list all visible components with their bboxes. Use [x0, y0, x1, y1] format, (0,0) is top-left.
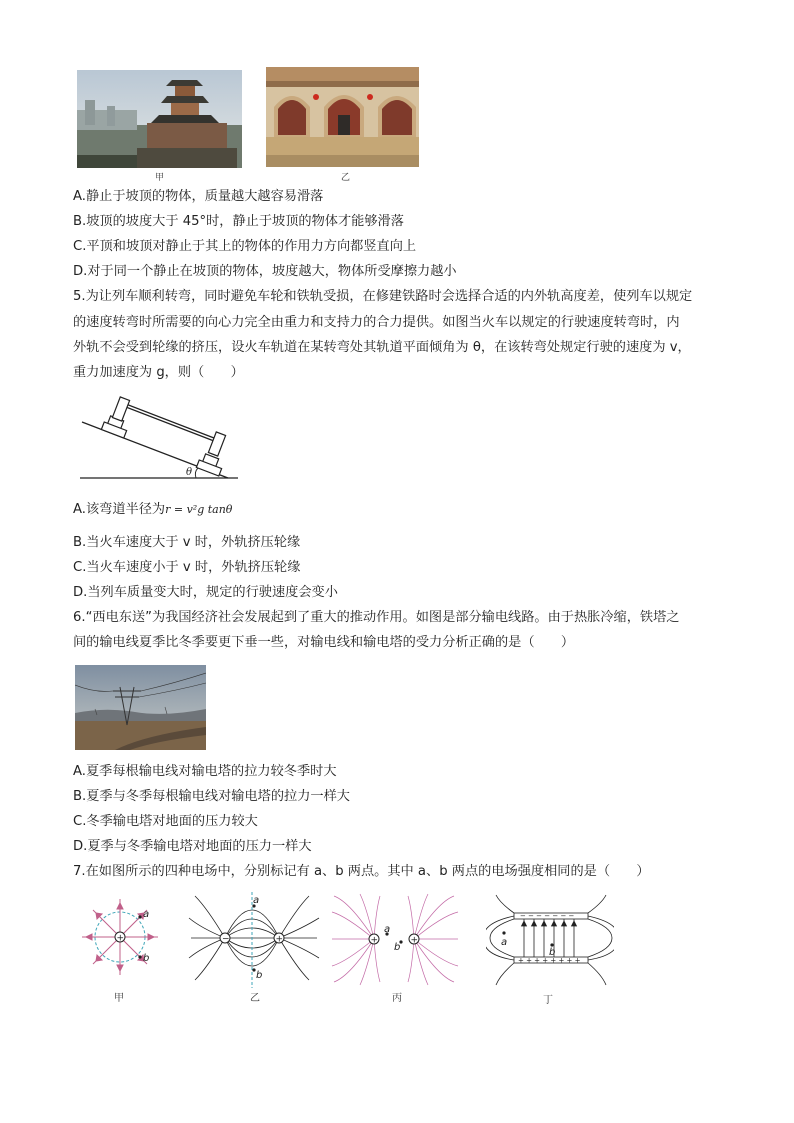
q4-option-d: D.对于同一个静止在坡顶的物体，坡度越大，物体所受摩擦力越小 [73, 264, 457, 279]
point-b-label: b [256, 970, 263, 981]
field-diagram-jia [80, 893, 160, 983]
field-caption-jia: 甲 [114, 993, 124, 1004]
photo-yi-cave-dwelling [266, 67, 419, 167]
field-diagram-ding [486, 893, 614, 989]
svg-text:+ + + + + + + +: + + + + + + + + [518, 956, 581, 965]
q5-option-c: C.当火车速度小于 v 时，外轨挤压轮缘 [73, 560, 301, 575]
svg-text:−: − [222, 934, 230, 945]
point-a-label: a [143, 909, 150, 920]
q4-option-c: C.平顶和坡顶对静止于其上的物体的作用力方向都竖直向上 [73, 239, 417, 254]
q5-option-a-formula: r = v²g tanθ [165, 503, 233, 516]
point-a-label: a [384, 924, 391, 935]
q6-option-d: D.夏季与冬季输电塔对地面的压力一样大 [73, 839, 312, 854]
point-b-label: b [549, 947, 556, 958]
q5-option-a-prefix: A.该弯道半径为 [73, 502, 166, 517]
point-a-label: a [501, 937, 508, 948]
point-a-label: a [253, 895, 260, 906]
field-diagram-bing [330, 892, 460, 987]
q4-option-b: B.坡顶的坡度大于 45°时，静止于坡顶的物体才能够滑落 [73, 214, 404, 229]
svg-text:+: + [410, 935, 419, 946]
svg-text:+: + [275, 934, 284, 945]
q6-stem-line-2: 间的输电线夏季比冬季要更下垂一些，对输电线和输电塔的受力分析正确的是（ ） [73, 635, 575, 650]
q5-option-d: D.当列车质量变大时，规定的行驶速度会变小 [73, 585, 338, 600]
q5-stem-line-4: 重力加速度为 g，则（ ） [73, 365, 244, 380]
q5-option-a [73, 500, 232, 520]
q5-stem-line-2: 的速度转弯时所需要的向心力完全由重力和支持力的合力提供。如图当火车以规定的行驶速度转弯时，内 [73, 315, 680, 330]
caption-yi: 乙 [341, 173, 351, 183]
field-caption-yi: 乙 [250, 993, 260, 1004]
q5-stem-line-1: 5.为让列车顺利转弯，同时避免车轮和铁轨受损，在修建铁路时会选择合适的内外轨高度差，使列车以规定 [73, 289, 693, 304]
svg-text:+: + [116, 933, 125, 944]
q6-option-c: C.冬季输电塔对地面的压力较大 [73, 814, 258, 829]
svg-text:− − − − − − −: − − − − − − − [520, 912, 575, 920]
field-caption-bing: 丙 [392, 993, 402, 1004]
angle-theta-label: θ [186, 467, 193, 478]
field-diagram-yi [187, 888, 322, 998]
caption-jia: 甲 [155, 173, 165, 183]
q4-option-a: A.静止于坡顶的物体，质量越大越容易滑落 [73, 189, 324, 204]
q6-stem-line-1: 6.“西电东送”为我国经济社会发展起到了重大的推动作用。如图是部分输电线路。由于热胀冷缩，铁塔之 [73, 610, 680, 625]
q5-stem-line-3: 外轨不会受到轮缘的挤压，设火车轨道在某转弯处其轨道平面倾角为 θ，在该转弯处规定行驶的速度为 v， [73, 340, 691, 355]
svg-text:+: + [370, 935, 379, 946]
q5-option-b: B.当火车速度大于 v 时，外轨挤压轮缘 [73, 535, 301, 550]
field-caption-ding: 丁 [543, 995, 553, 1006]
train-track-diagram [78, 392, 243, 484]
photo-power-transmission-line [75, 665, 206, 750]
q7-stem: 7.在如图所示的四种电场中，分别标记有 a、b 两点。其中 a、b 两点的电场强度相同的是（ ） [73, 864, 650, 879]
q6-option-a: A.夏季每根输电线对输电塔的拉力较冬季时大 [73, 764, 337, 779]
q6-option-b: B.夏季与冬季每根输电线对输电塔的拉力一样大 [73, 789, 350, 804]
point-b-label: b [143, 953, 150, 964]
point-b-label: b [394, 942, 401, 953]
photo-jia-pavilion [77, 70, 242, 168]
